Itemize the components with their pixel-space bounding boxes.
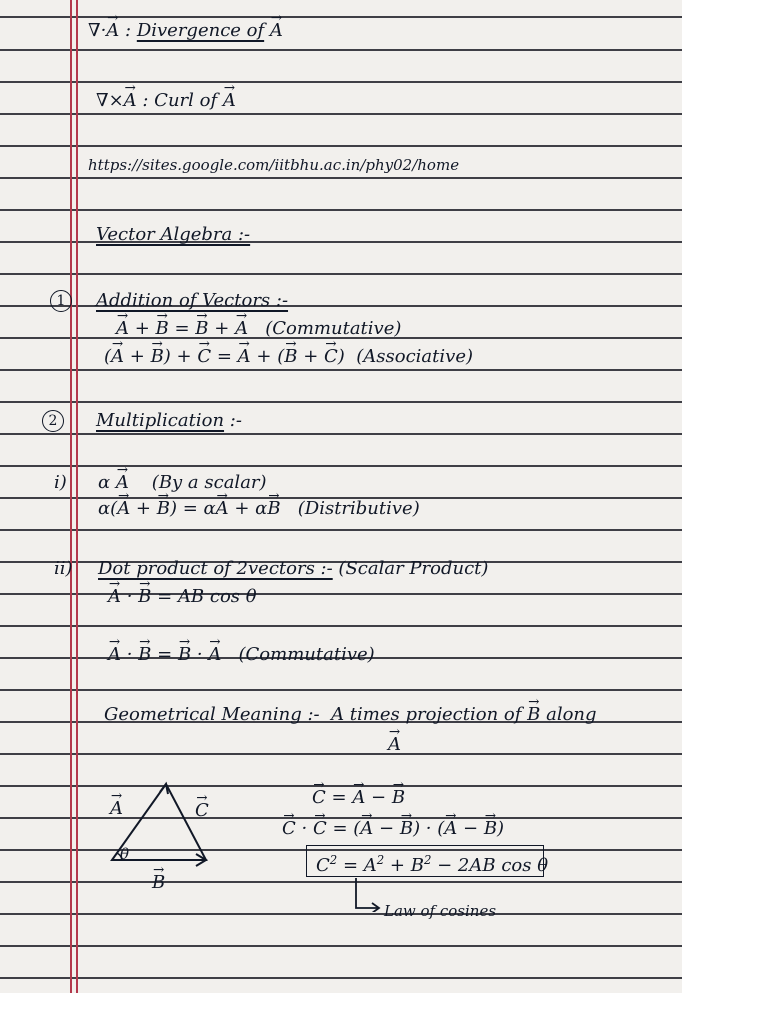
multiplication-label: Multiplication — [96, 410, 225, 431]
along-text: along — [546, 704, 597, 725]
margin-line — [70, 0, 72, 993]
vector-a-continuation: → A — [388, 734, 401, 756]
commutative-label: Commutative — [272, 318, 395, 339]
dot-formula-rhs: AB cos θ — [177, 586, 257, 607]
roman-numeral-ii: ii) — [54, 558, 73, 579]
dot-product-label: Dot product of 2vectors :- — [98, 558, 333, 579]
law-of-cosines-formula: $C^2 = A^2 + B^2 - 2AB$ cos θ — [316, 853, 549, 876]
commutative-addition-line: → A + → B = → B + → A (Commutative) — [116, 318, 401, 340]
by-scalar-label: By a scalar — [158, 472, 260, 493]
margin-line — [76, 0, 78, 993]
c-dot-c-line: → C · → C = (→ A − → B) · (→ A − → B) — [282, 818, 504, 840]
addition-heading: Addition of Vectors :- — [96, 290, 289, 311]
geometrical-meaning-line: Geometrical Meaning :- A times projection of → B along — [104, 704, 597, 726]
item-number-2: 2 — [42, 410, 64, 432]
note-line-curl: ∇×→ A : Curl of → A — [96, 90, 236, 112]
c-definition-line: → C = → A − → B — [312, 787, 405, 809]
divergence-text: Divergence of — [136, 20, 265, 41]
scalar-product-label: Scalar Product — [345, 558, 482, 579]
triangle-label-b: → B — [152, 872, 165, 894]
associative-addition-line: (→ A + → B) + → C = → A + (→ B + → C) (Associative) — [104, 346, 473, 368]
section-heading: Vector Algebra :- — [96, 224, 251, 245]
geometrical-meaning-label: Geometrical Meaning :- — [104, 704, 320, 725]
theta-label: θ — [120, 845, 130, 863]
law-of-cosines-label: Law of cosines — [384, 902, 497, 920]
triangle-label-c: → C — [195, 800, 209, 822]
dot-product-formula: → A · → B = AB cos θ — [108, 586, 257, 608]
dot-commutative-label: Commutative — [245, 644, 368, 665]
note-line-divergence: ∇·→ A : Divergence of → A — [88, 20, 283, 42]
distributive-line: α(→ A + → B) = α→ A + α→ B (Distributive) — [98, 498, 420, 520]
arrow-icon — [354, 878, 384, 912]
cos-term: 2AB cos θ — [457, 855, 549, 876]
dot-product-heading: Dot product of 2vectors :- (Scalar Product) — [98, 558, 489, 579]
distributive-label: Distributive — [304, 498, 413, 519]
scalar-multiplication-line: α → A (By a scalar) — [98, 472, 267, 494]
triangle-label-a: → A — [110, 798, 123, 820]
curl-text: Curl of — [154, 90, 218, 111]
item-number-1: 1 — [50, 290, 72, 312]
multiplication-heading: Multiplication :- — [96, 410, 242, 431]
geometrical-meaning-text: A times projection of — [331, 704, 522, 725]
url-text: https://sites.google.com/iitbhu.ac.in/phy02/home — [88, 156, 460, 174]
roman-numeral-i: i) — [54, 472, 67, 493]
associative-label: Associative — [363, 346, 466, 367]
dot-commutative-line: → A · → B = → B · → A (Commutative) — [108, 644, 375, 666]
